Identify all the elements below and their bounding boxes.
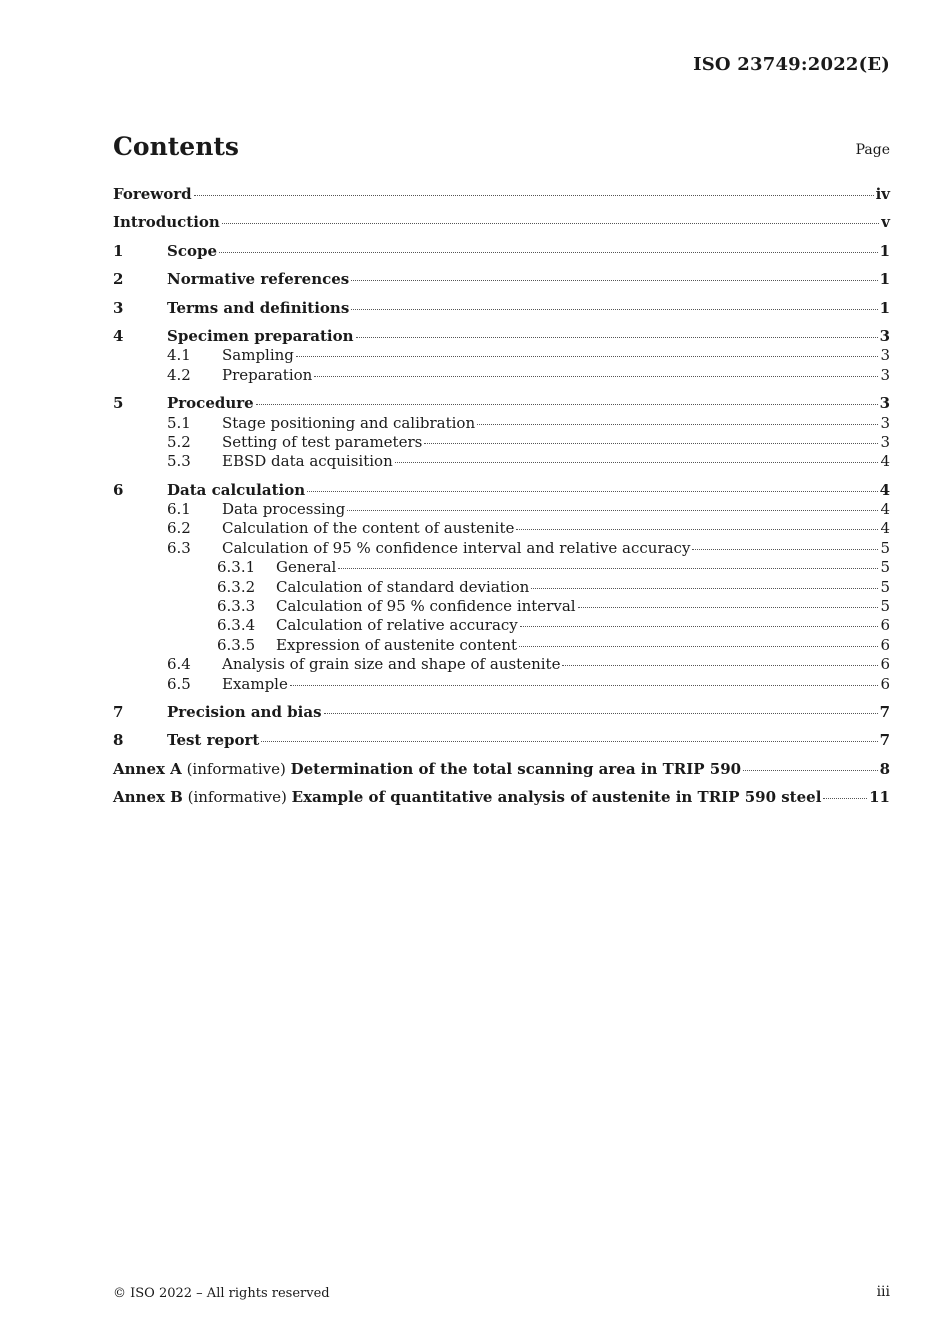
toc-entry-page: 4 — [880, 500, 890, 519]
toc-entry-title: Analysis of grain size and shape of austenite — [222, 655, 561, 674]
toc-entry-number: 3 — [113, 298, 124, 317]
toc-entry-title: Normative references — [167, 270, 350, 289]
toc-annex-label: Annex B — [113, 788, 183, 807]
toc-entry[interactable] — [113, 481, 890, 500]
footer-page-number: iii — [876, 1284, 890, 1300]
toc-entry-title: Calculation of the content of austenite — [222, 519, 515, 538]
footer-copyright: © ISO 2022 – All rights reserved — [113, 1286, 330, 1301]
toc-dot-leader — [296, 356, 879, 357]
toc-entry[interactable] — [113, 500, 890, 519]
toc-entry-title: Setting of test parameters — [222, 432, 423, 451]
toc-entry-number: 6.3.1 — [217, 558, 256, 577]
contents-title: Contents — [113, 132, 240, 161]
toc-entry[interactable] — [113, 185, 890, 204]
toc-entry[interactable] — [113, 655, 890, 674]
toc-entry-title: Foreword — [113, 185, 192, 203]
toc-entry[interactable] — [113, 414, 890, 433]
toc-dot-leader — [307, 491, 877, 492]
toc-entry[interactable] — [113, 242, 890, 261]
toc-entry-number: 7 — [113, 702, 124, 721]
toc-entry[interactable] — [113, 558, 890, 577]
toc-entry-title: Specimen preparation — [167, 326, 354, 345]
toc-entry-page: 6 — [880, 616, 890, 635]
toc-entry-number: 6.2 — [167, 519, 191, 538]
toc-entry[interactable] — [113, 760, 890, 779]
toc-entry-title: Calculation of 95 % confidence interval and relative accuracy — [222, 538, 691, 557]
toc-dot-leader — [290, 685, 879, 686]
toc-entry-page: 5 — [880, 538, 890, 557]
toc-dot-leader — [578, 607, 879, 608]
toc-entry-title: Determination of the total scanning area in TRIP 590 — [290, 759, 742, 778]
toc-entry[interactable] — [113, 731, 890, 750]
document-id: ISO 23749:2022(E) — [693, 54, 890, 75]
toc-entry-number: 5.3 — [167, 452, 191, 471]
toc-entry-number: 6.3.4 — [217, 616, 256, 635]
toc-entry-title: Stage positioning and calibration — [222, 413, 476, 432]
toc-entry[interactable] — [113, 270, 890, 289]
toc-dot-leader — [256, 404, 878, 405]
toc-dot-leader — [194, 195, 874, 196]
toc-annex-note: (informative) — [182, 788, 292, 807]
toc-entry-page: iv — [875, 185, 890, 203]
toc-entry-page: 6 — [880, 674, 890, 693]
table-of-contents — [113, 185, 890, 808]
toc-entry-title: Sampling — [222, 346, 294, 365]
toc-entry-title: Expression of austenite content — [276, 635, 518, 654]
toc-entry-number: 6 — [113, 480, 124, 499]
toc-entry[interactable] — [113, 636, 890, 655]
toc-dot-leader — [823, 798, 867, 799]
toc-entry[interactable] — [113, 519, 890, 538]
toc-entry-title: Test report — [167, 731, 260, 750]
toc-entry-page: 7 — [879, 731, 890, 750]
toc-entry-page: 6 — [880, 635, 890, 654]
toc-entry-number: 1 — [113, 241, 124, 260]
toc-dot-leader — [395, 462, 879, 463]
page-column-label: Page — [855, 142, 890, 158]
toc-entry[interactable] — [113, 597, 890, 616]
toc-entry-page: 4 — [880, 519, 890, 538]
toc-entry-title: Terms and definitions — [167, 298, 350, 317]
toc-dot-leader — [516, 529, 878, 530]
toc-entry-number: 2 — [113, 270, 124, 289]
toc-dot-leader — [351, 280, 877, 281]
toc-dot-leader — [477, 424, 878, 425]
toc-entry-page: 3 — [880, 432, 890, 451]
toc-entry-title: Introduction — [113, 213, 220, 232]
toc-entry-page: 3 — [879, 326, 890, 345]
toc-entry-page: 8 — [879, 759, 890, 778]
toc-entry-title: Preparation — [222, 365, 313, 384]
toc-dot-leader — [351, 309, 877, 310]
toc-entry-number: 6.1 — [167, 500, 191, 519]
toc-entry-page: 5 — [880, 558, 890, 577]
toc-dot-leader — [314, 376, 878, 377]
toc-entry[interactable] — [113, 394, 890, 413]
toc-entry-page: 3 — [880, 365, 890, 384]
toc-entry[interactable] — [113, 539, 890, 558]
toc-dot-leader — [261, 741, 877, 742]
toc-dot-leader — [692, 549, 878, 550]
toc-entry[interactable] — [113, 366, 890, 385]
toc-entry-page: 1 — [879, 298, 890, 317]
toc-entry-number: 6.3.2 — [217, 577, 256, 596]
toc-entry[interactable] — [113, 675, 890, 694]
toc-entry-title: Procedure — [167, 394, 254, 413]
toc-entry-number: 8 — [113, 731, 124, 750]
toc-entry-page: 3 — [879, 394, 890, 413]
toc-entry-title: Precision and bias — [167, 702, 322, 721]
toc-dot-leader — [531, 588, 878, 589]
toc-entry-page: 5 — [880, 577, 890, 596]
toc-annex-label: Annex A — [113, 759, 182, 778]
toc-entry-page: 4 — [879, 480, 890, 499]
toc-entry[interactable] — [113, 452, 890, 471]
toc-entry-title: Example of quantitative analysis of austenite in TRIP 590 steel — [291, 788, 822, 807]
toc-entry-title: Scope — [167, 241, 218, 260]
toc-entry-page: 3 — [880, 346, 890, 365]
toc-entry[interactable] — [113, 299, 890, 318]
toc-dot-leader — [562, 665, 878, 666]
toc-dot-leader — [519, 646, 878, 647]
toc-entry-number: 6.3.3 — [217, 597, 256, 616]
toc-entry-page: 5 — [880, 597, 890, 616]
toc-dot-leader — [743, 770, 877, 771]
toc-dot-leader — [222, 223, 879, 224]
toc-dot-leader — [347, 510, 878, 511]
toc-entry-page: 3 — [880, 413, 890, 432]
toc-entry[interactable] — [113, 788, 890, 807]
toc-entry-title: Data calculation — [167, 480, 306, 499]
toc-entry-title: Calculation of 95 % confidence interval — [276, 597, 576, 616]
toc-dot-leader — [324, 713, 878, 714]
toc-entry-number: 4 — [113, 326, 124, 345]
toc-dot-leader — [219, 252, 878, 253]
toc-dot-leader — [338, 568, 878, 569]
toc-dot-leader — [424, 443, 878, 444]
toc-entry-page: 6 — [880, 655, 890, 674]
toc-entry-number: 5 — [113, 394, 124, 413]
toc-entry[interactable] — [113, 616, 890, 635]
toc-entry-number: 5.1 — [167, 413, 191, 432]
toc-entry-title: Calculation of standard deviation — [276, 577, 530, 596]
toc-entry-title: General — [276, 558, 337, 577]
toc-entry-page: 1 — [879, 241, 890, 260]
toc-entry[interactable] — [113, 346, 890, 365]
toc-entry-number: 6.4 — [167, 655, 191, 674]
toc-entry-number: 5.2 — [167, 432, 191, 451]
toc-entry-page: v — [881, 213, 890, 232]
toc-entry[interactable] — [113, 213, 890, 232]
toc-entry-title: Calculation of relative accuracy — [276, 616, 518, 635]
toc-entry-title: Example — [222, 674, 288, 693]
toc-entry[interactable] — [113, 703, 890, 722]
toc-dot-leader — [356, 337, 878, 338]
toc-entry-page: 11 — [869, 788, 890, 807]
toc-entry-page: 4 — [880, 452, 890, 471]
toc-entry-page: 1 — [879, 270, 890, 289]
toc-annex-note: (informative) — [181, 759, 291, 778]
toc-entry-number: 6.3 — [167, 538, 191, 557]
toc-entry-number: 6.5 — [167, 674, 191, 693]
toc-entry[interactable] — [113, 433, 890, 452]
toc-entry-number: 4.2 — [167, 365, 191, 384]
toc-entry-number: 6.3.5 — [217, 635, 256, 654]
toc-entry[interactable] — [113, 327, 890, 346]
toc-entry-page: 7 — [879, 702, 890, 721]
toc-entry-title: Data processing — [222, 500, 346, 519]
toc-entry-number: 4.1 — [167, 346, 191, 365]
toc-entry-title: EBSD data acquisition — [222, 452, 393, 471]
toc-entry[interactable] — [113, 578, 890, 597]
toc-dot-leader — [520, 626, 879, 627]
